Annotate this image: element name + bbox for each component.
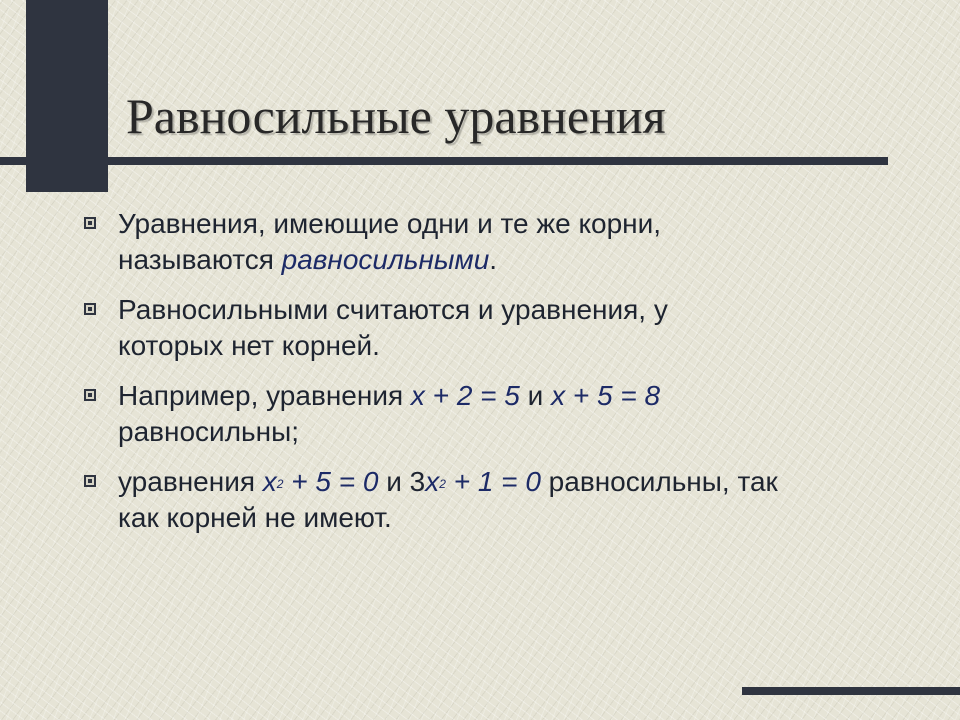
equation: + 5 = 0	[283, 466, 379, 497]
equation: x + 2 = 5	[410, 380, 520, 411]
exponent: 2	[439, 477, 446, 491]
square-bullet-icon	[82, 301, 98, 317]
bullet-item-example-no-roots	[82, 464, 902, 536]
equation-variable: x	[262, 466, 277, 497]
bullet-text-line	[118, 242, 902, 278]
exponent: 2	[276, 477, 284, 491]
bullet-text-line: Уравнения, имеющие одни и те же корни,	[118, 208, 662, 239]
square-bullet-icon	[82, 215, 98, 231]
slide-title: Равносильные уравнения	[126, 88, 666, 144]
bullet-text: .	[489, 244, 498, 275]
bullet-text: и	[519, 380, 552, 411]
bullet-text-line: как корней не имеют.	[118, 502, 392, 533]
square-bullet-icon	[82, 473, 98, 489]
bullet-text-line: равносильны;	[118, 416, 299, 447]
emphasized-term: равносильными	[281, 244, 490, 275]
title-divider	[0, 157, 888, 165]
bullet-text-line	[118, 464, 902, 500]
bullet-item-definition	[82, 206, 902, 278]
bottom-divider	[742, 687, 960, 695]
bullet-text: называются	[118, 244, 282, 275]
equation: x + 5 = 8	[551, 380, 661, 411]
bullet-text: уравнения	[118, 466, 263, 497]
bullet-text-line	[118, 378, 902, 414]
bullet-list	[82, 206, 902, 550]
bullet-item-no-roots	[82, 292, 902, 364]
bullet-text-line: Равносильными считаются и уравнения, у	[118, 294, 668, 325]
bullet-item-example	[82, 378, 902, 450]
bullet-text: Например, уравнения	[118, 380, 411, 411]
square-bullet-icon	[82, 387, 98, 403]
bullet-text: равносильны, так	[540, 466, 778, 497]
equation: + 1 = 0	[445, 466, 541, 497]
equation-variable: x	[425, 466, 440, 497]
bullet-text: и 3	[378, 466, 426, 497]
bullet-text-line: которых нет корней.	[118, 330, 380, 361]
